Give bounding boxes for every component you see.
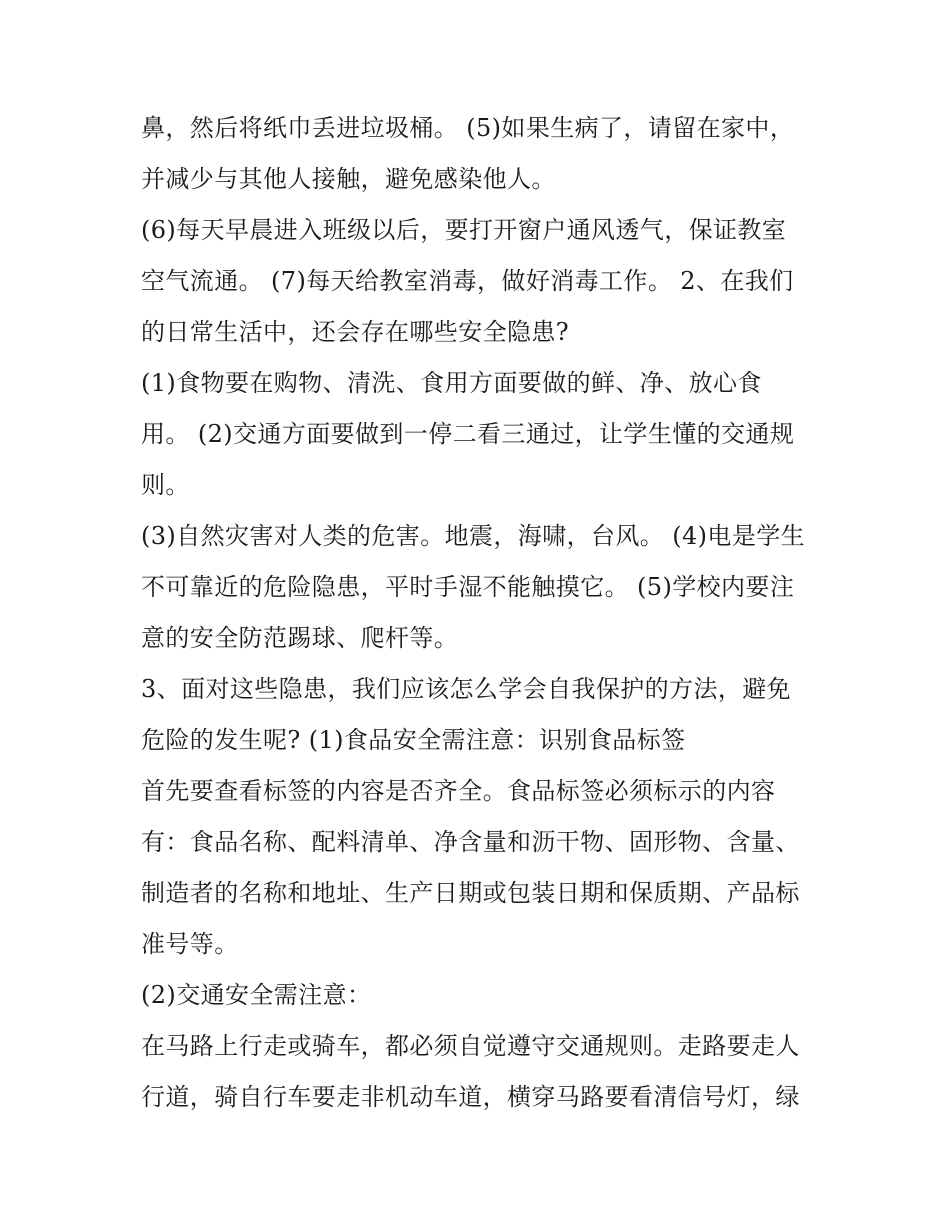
- text-line-19: 在马路上行走或骑车，都必须自觉遵守交通规则。走路要走人: [141, 1032, 800, 1060]
- text-line-3: (6)每天早晨进入班级以后，要打开窗户通风透气，保证教室: [141, 216, 787, 244]
- text-line-12: 3、面对这些隐患，我们应该怎么学会自我保护的方法，避免: [141, 675, 792, 703]
- text-line-1: 鼻，然后将纸巾丢进垃圾桶。 (5)如果生病了，请留在家中，: [141, 114, 795, 142]
- text-line-2: 并减少与其他人接触，避免感染他人。: [141, 165, 556, 193]
- document-body: [141, 103, 821, 1123]
- text-line-10: 不可靠近的危险隐患，平时手湿不能触摸它。 (5)学校内要注: [141, 573, 795, 601]
- text-line-7: 用。 (2)交通方面要做到一停二看三通过，让学生懂的交通规: [141, 420, 795, 448]
- text-line-20: 行道，骑自行车要走非机动车道，横穿马路要看清信号灯，绿: [141, 1083, 800, 1111]
- text-line-6: (1)食物要在购物、清洗、食用方面要做的鲜、净、放心食: [141, 369, 762, 397]
- text-line-15: 有：食品名称、配料清单、净含量和沥干物、固形物、含量、: [141, 828, 800, 856]
- text-line-16: 制造者的名称和地址、生产日期或包装日期和保质期、产品标: [141, 879, 800, 907]
- text-line-18: (2)交通安全需注意：: [141, 981, 372, 1009]
- text-line-8: 则。: [141, 471, 190, 499]
- text-line-11: 意的安全防范踢球、爬杆等。: [141, 624, 459, 652]
- text-line-14: 首先要查看标签的内容是否齐全。食品标签必须标示的内容: [141, 777, 776, 805]
- text-line-9: (3)自然灾害对人类的危害。地震，海啸，台风。 (4)电是学生: [141, 522, 806, 550]
- text-line-17: 准号等。: [141, 930, 239, 958]
- text-line-5: 的日常生活中，还会存在哪些安全隐患?: [141, 318, 570, 346]
- text-line-13: 危险的发生呢? (1)食品安全需注意：识别食品标签: [141, 726, 686, 754]
- text-line-4: 空气流通。 (7)每天给教室消毒，做好消毒工作。 2、在我们: [141, 267, 794, 295]
